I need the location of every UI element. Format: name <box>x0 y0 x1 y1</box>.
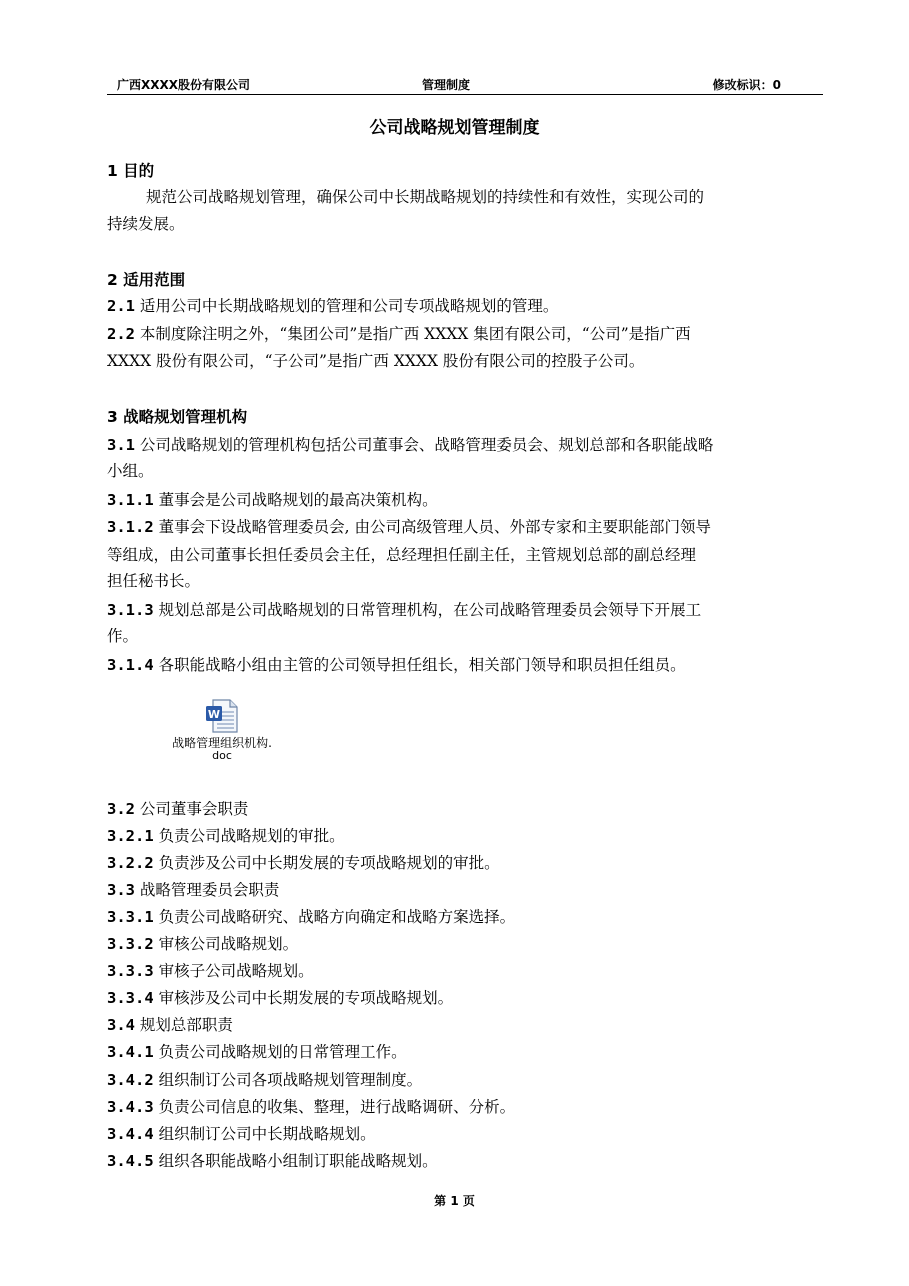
item-3-4-2 <box>107 1070 827 1090</box>
item-3-1-2 <box>107 517 827 537</box>
item-3-3 <box>107 880 827 900</box>
header-company: 广西XXXX股份有限公司 <box>117 78 251 92</box>
item-3-1-4 <box>107 655 827 675</box>
section-1-text-line1: 规范公司战略规划管理，确保公司中长期战略规划的持续性和有效性，实现公司的 <box>146 188 705 206</box>
item-text: 审核子公司战略规划。 <box>153 962 314 980</box>
item-text: 各职能战略小组由主管的公司领导担任组长，相关部门领导和职员担任组员。 <box>153 656 686 674</box>
item-3-3-1 <box>107 907 827 927</box>
item-number: 3.3.3 <box>107 962 154 980</box>
item-3-1-2-line2: 等组成，由公司董事长担任委员会主任，总经理担任副主任，主管规划总部的副总经理 <box>107 546 697 564</box>
item-text: 负责公司信息的收集、整理，进行战略调研、分析。 <box>153 1098 516 1116</box>
item-3-3-3 <box>107 961 827 981</box>
item-3-4-5 <box>107 1151 827 1171</box>
item-3-1-2-line3: 担任秘书长。 <box>107 572 201 590</box>
item-number: 3.4.2 <box>107 1071 154 1089</box>
item-number: 3.1 <box>107 436 135 454</box>
word-doc-icon <box>204 698 240 734</box>
item-3-1-line2: 小组。 <box>107 462 154 480</box>
item-text: 负责涉及公司中长期发展的专项战略规划的审批。 <box>153 854 500 872</box>
item-text: 组织制订公司各项战略规划管理制度。 <box>153 1071 423 1089</box>
item-number: 3.4 <box>107 1016 135 1034</box>
item-2-2 <box>107 324 827 344</box>
item-3-4 <box>107 1015 827 1035</box>
item-number: 3.4.1 <box>107 1043 154 1061</box>
svg-text:W: W <box>207 708 221 721</box>
item-number: 3.3 <box>107 881 135 899</box>
item-text: 组织各职能战略小组制订职能战略规划。 <box>153 1152 438 1170</box>
page-header <box>107 74 823 95</box>
item-text: 公司董事会职责 <box>135 800 249 818</box>
item-number: 3.3.1 <box>107 908 154 926</box>
item-number: 3.4.3 <box>107 1098 154 1116</box>
page-number: 第 1 页 <box>434 1194 475 1208</box>
item-3-4-1 <box>107 1042 827 1062</box>
item-3-1 <box>107 435 827 455</box>
item-3-1-1 <box>107 490 827 510</box>
item-number: 3.1.4 <box>107 656 154 674</box>
item-text: 本制度除注明之外，“集团公司”是指广西 XXXX 集团有限公司，“公司”是指广西 <box>135 325 691 343</box>
item-number: 3.1.1 <box>107 491 154 509</box>
item-text: 董事会是公司战略规划的最高决策机构。 <box>153 491 438 509</box>
section-3-heading: 3 战略规划管理机构 <box>107 408 248 426</box>
document-title: 公司战略规划管理制度 <box>369 118 540 138</box>
section-1-text-line2: 持续发展。 <box>107 215 185 233</box>
item-3-4-3 <box>107 1097 827 1117</box>
item-2-2-line2: XXXX 股份有限公司，“子公司”是指广西 XXXX 股份有限公司的控股子公司。 <box>107 352 645 370</box>
header-revision: 修改标识：0 <box>712 78 781 92</box>
item-text: 公司战略规划的管理机构包括公司董事会、战略管理委员会、规划总部和各职能战略 <box>135 436 714 454</box>
item-number: 3.2.1 <box>107 827 154 845</box>
item-3-4-4 <box>107 1124 827 1144</box>
item-number: 3.4.5 <box>107 1152 154 1170</box>
section-2-heading: 2 适用范围 <box>107 271 186 289</box>
item-number: 2.2 <box>107 325 135 343</box>
item-3-3-2 <box>107 934 827 954</box>
item-3-2-2 <box>107 853 827 873</box>
item-text: 组织制订公司中长期战略规划。 <box>153 1125 376 1143</box>
item-3-1-3 <box>107 600 827 620</box>
embedded-attachment[interactable] <box>160 698 284 761</box>
item-text: 规划总部是公司战略规划的日常管理机构，在公司战略管理委员会领导下开展工 <box>153 601 702 619</box>
item-text: 负责公司战略规划的日常管理工作。 <box>153 1043 407 1061</box>
item-number: 3.4.4 <box>107 1125 154 1143</box>
header-doc-type: 管理制度 <box>422 78 471 92</box>
item-number: 3.2 <box>107 800 135 818</box>
item-number: 3.3.4 <box>107 989 154 1007</box>
item-text: 负责公司战略研究、战略方向确定和战略方案选择。 <box>153 908 516 926</box>
item-text: 负责公司战略规划的审批。 <box>153 827 345 845</box>
item-3-3-4 <box>107 988 827 1008</box>
item-number: 3.2.2 <box>107 854 154 872</box>
item-number: 3.3.2 <box>107 935 154 953</box>
item-number: 3.1.3 <box>107 601 154 619</box>
item-3-1-3-line2: 作。 <box>107 627 139 645</box>
item-number: 3.1.2 <box>107 518 154 536</box>
item-text: 董事会下设战略管理委员会, 由公司高级管理人员、外部专家和主要职能部门领导 <box>153 518 711 536</box>
item-text: 适用公司中长期战略规划的管理和公司专项战略规划的管理。 <box>135 297 559 315</box>
item-3-2 <box>107 799 827 819</box>
item-text: 规划总部职责 <box>135 1016 233 1034</box>
item-text: 审核公司战略规划。 <box>153 935 299 953</box>
item-number: 2.1 <box>107 297 135 315</box>
item-text: 战略管理委员会职责 <box>135 881 280 899</box>
item-text: 审核涉及公司中长期发展的专项战略规划。 <box>153 989 454 1007</box>
attachment-filename: 战略管理组织机构. <box>172 736 272 750</box>
item-2-1 <box>107 296 827 316</box>
attachment-extension: doc <box>212 749 232 762</box>
item-3-2-1 <box>107 826 827 846</box>
section-1-heading: 1 目的 <box>107 162 155 180</box>
